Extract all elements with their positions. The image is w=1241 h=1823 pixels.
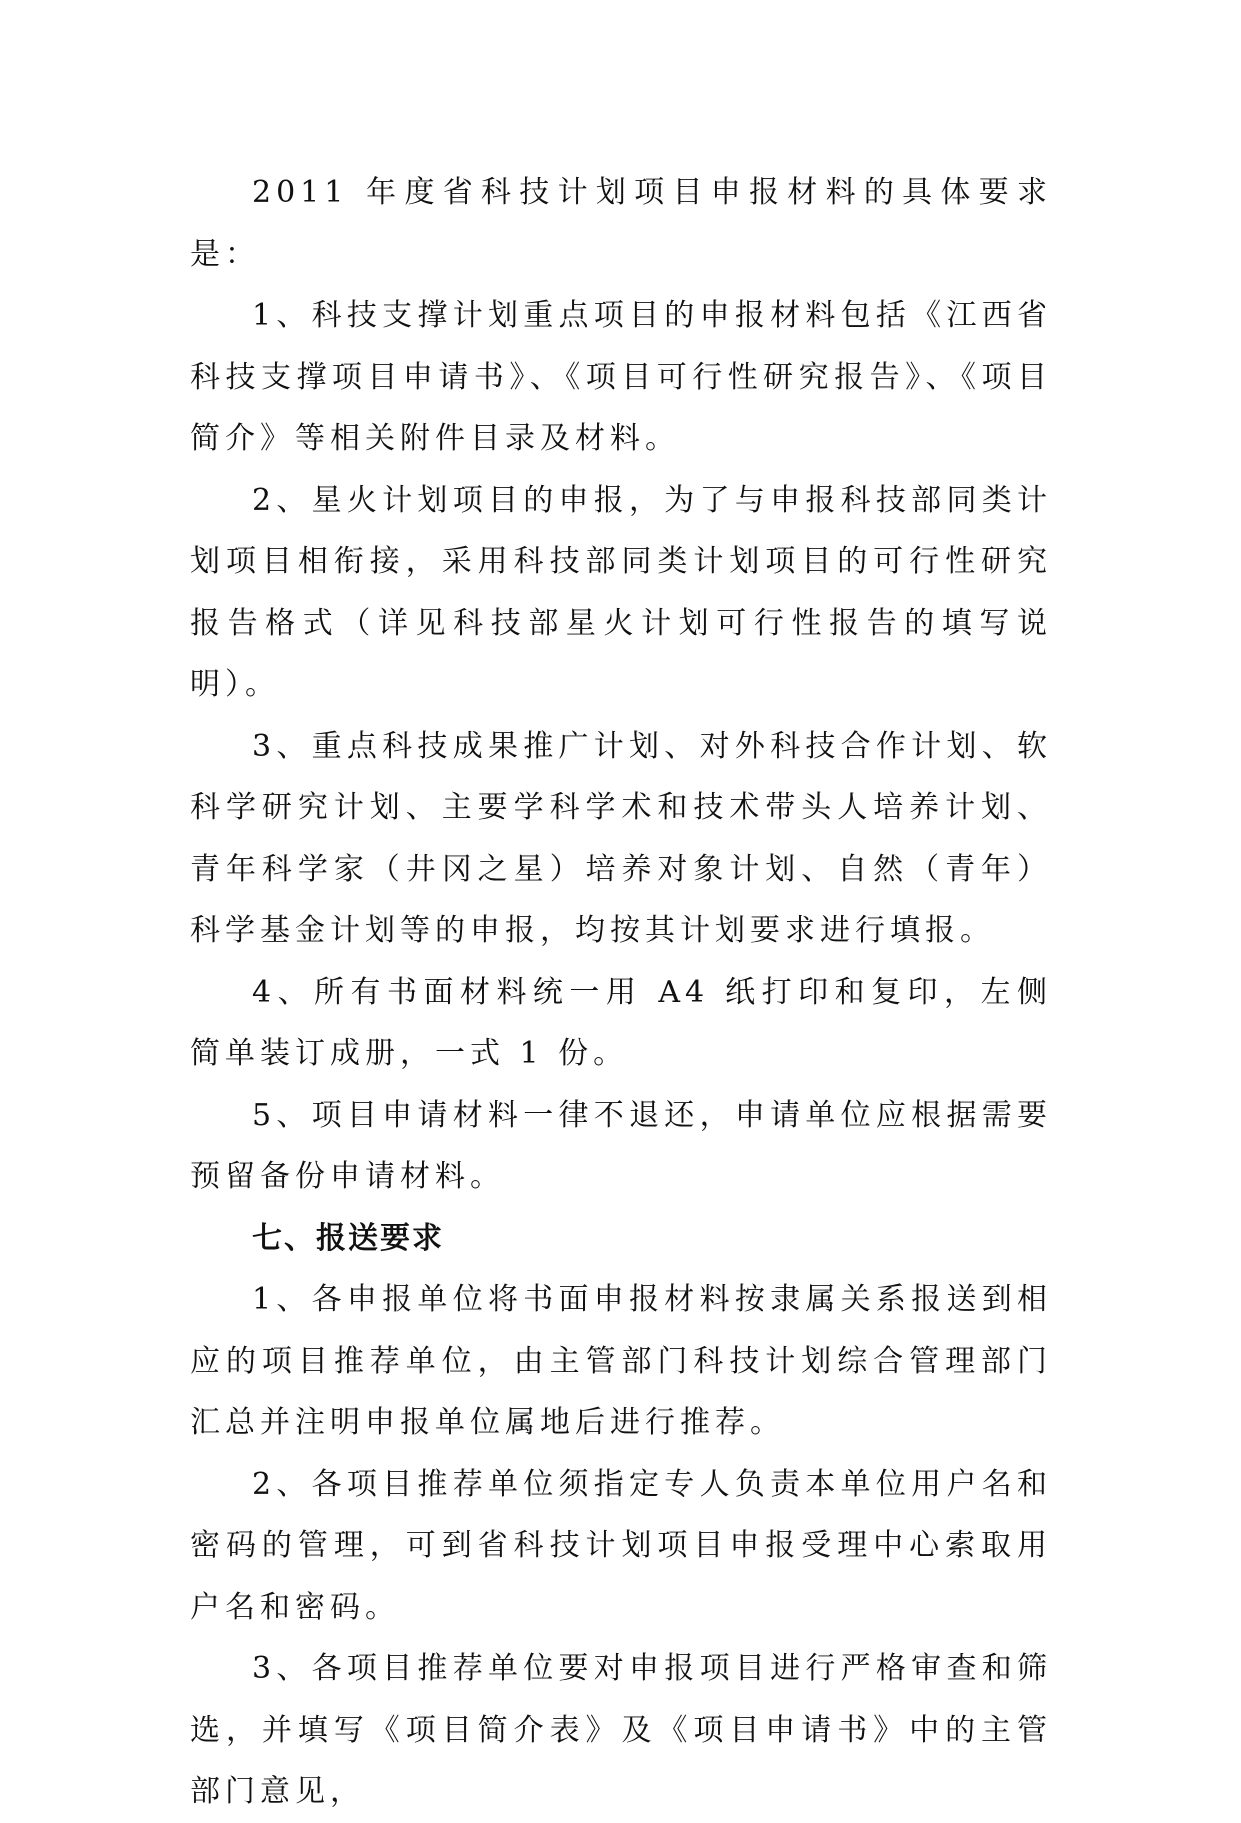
requirement-item-2: 2、星火计划项目的申报，为了与申报科技部同类计划项目相衔接，采用科技部同类计划项目的可行性研究报告格式（详见科技部星火计划可行性报告的填写说明）。 [190,482,1052,702]
requirement-item-3: 3、重点科技成果推广计划、对外科技合作计划、软科学研究计划、主要学科学术和技术带头人培养计划、青年科学家（井冈之星）培养对象计划、自然（青年）科学基金计划等的申报，均按其计划要求进行填报。 [190,728,1052,948]
requirement-item-1: 1、科技支撑计划重点项目的申报材料包括《江西省科技支撑项目申请书》、《项目可行性研究报告》、《项目简介》等相关附件目录及材料。 [190,298,1052,456]
submission-item-3: 3、各项目推荐单位要对申报项目进行严格审查和筛选，并填写《项目简介表》及《项目申请书》中的主管部门意见， [190,1651,1052,1809]
intro-paragraph: 2011 年度省科技计划项目申报材料的具体要求是： [190,175,1052,272]
requirement-item-5: 5、项目申请材料一律不退还，申请单位应根据需要预留备份申请材料。 [190,1097,1052,1194]
document-body [190,162,1052,1823]
submission-item-2: 2、各项目推荐单位须指定专人负责本单位用户名和密码的管理，可到省科技计划项目申报受理中心索取用户名和密码。 [190,1466,1052,1625]
submission-item-1: 1、各申报单位将书面申报材料按隶属关系报送到相应的项目推荐单位，由主管部门科技计划综合管理部门汇总并注明申报单位属地后进行推荐。 [190,1282,1052,1440]
requirement-item-4: 4、所有书面材料统一用 A4 纸打印和复印，左侧简单装订成册，一式 1 份。 [190,974,1052,1071]
section-heading: 七、报送要求 [252,1220,444,1256]
